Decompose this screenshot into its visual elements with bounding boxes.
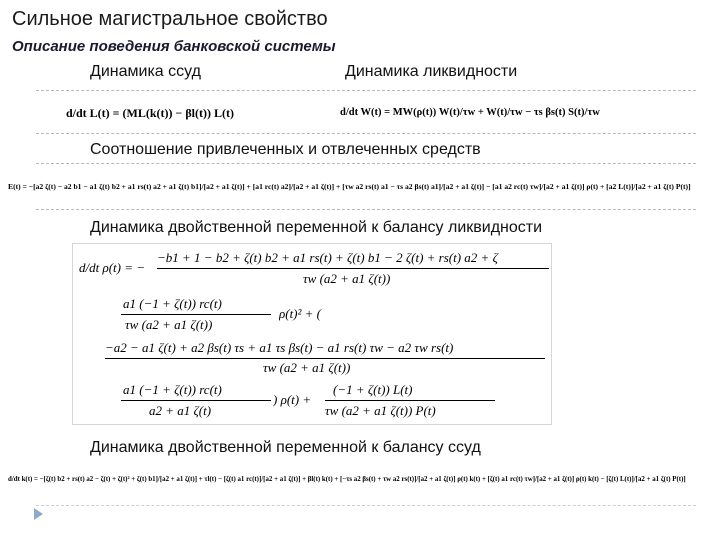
formula-dual-line2-den: τw (a2 + a1 ζ(t))	[125, 317, 213, 332]
formula-dual-line4-mid: ) ρ(t) +	[273, 392, 312, 407]
formula-dual-line3-den: τw (a2 + a1 ζ(t))	[263, 360, 351, 375]
formula-dual-line4-num2: (−1 + ζ(t)) L(t)	[333, 382, 413, 397]
fraction-bar	[121, 314, 271, 315]
formula-dual-line1-num: −b1 + 1 − b2 + ζ(t) b2 + a1 rs(t) + ζ(t) b1 − 2 ζ(t) + rs(t) a2 + ζ	[157, 250, 498, 265]
divider	[36, 209, 696, 210]
dual-liquidity-formula-box	[72, 243, 552, 425]
formula-dual-line4-den1: a2 + a1 ζ(t)	[149, 403, 212, 418]
formula-dual-line2-num: a1 (−1 + ζ(t)) rc(t)	[123, 296, 222, 311]
formula-loans-ode: d/dt L(t) = (ML(k(t)) − βl(t)) L(t)	[66, 106, 234, 120]
formula-dual-lhs: d/dt ρ(t) = −	[79, 260, 146, 275]
nav-arrow-icon[interactable]	[34, 508, 43, 520]
formula-dual-line4-den2: τw (a2 + a1 ζ(t)) P(t)	[325, 403, 436, 418]
formula-dual-line4-num1: a1 (−1 + ζ(t)) rc(t)	[123, 382, 222, 397]
formula-dual-line3: −a2 − a1 ζ(t) + a2 βs(t) τs + a1 τs βs(t) − a1 rs(t) τw − a2 τw rs(t)	[105, 340, 454, 355]
fraction-bar	[157, 268, 549, 269]
section-funds-ratio: Соотношение привлеченных и отвлеченных средств	[90, 141, 481, 158]
formula-dual-line1-den: τw (a2 + a1 ζ(t))	[303, 271, 391, 286]
formula-loans-dual: d/dt k(t) = −[ζ(t) b2 + rs(t) a2 − ζ(t) + ζ(t)² + ζ(t) b1]/[a2 + a1 ζ(t)] + τl(t) − [ζ(t) a1 rc(t)]/[a2 + a1 ζ(t)] + βl(t) k(t) + [−τs a2 βs(t) + τw a2 rs(t)]/[a2 + a1 ζ(t)] ρ(t) k(t) + [ζ(t) a1 rc(t) τw]/[a2 + a1 ζ(t)] ρ(t) k(t) − [ζ(t) L(t)]/[a2 + a1 ζ(t) P(t)]	[8, 476, 686, 483]
section-dual-loans: Динамика двойственной переменной к балансу ссуд	[90, 439, 481, 456]
section-liquidity-dynamics: Динамика ликвидности	[345, 63, 518, 80]
fraction-bar	[325, 400, 495, 401]
divider	[36, 133, 696, 134]
fraction-bar	[105, 358, 545, 359]
slide-subtitle: Описание поведения банковской системы	[12, 38, 336, 55]
section-loans-dynamics: Динамика ссуд	[90, 63, 201, 80]
fraction-bar	[121, 400, 271, 401]
section-dual-liquidity: Динамика двойственной переменной к балансу ликвидности	[90, 219, 543, 236]
formula-liquidity-ode: d/dt W(t) = MW(ρ(t)) W(t)/τw + W(t)/τw − τs βs(t) S(t)/τw	[340, 107, 600, 118]
formula-funds-ratio: E(t) = −[a2 ζ(t) − a2 b1 − a1 ζ(t) b2 + a1 rs(t) a2 + a1 ζ(t) b1]/[a2 + a1 ζ(t)] + [a1 rc(t) a2]/[a2 + a1 ζ(t)] + [τw a2 rs(t) a1 − τs a2 βs(t) a1]/[a2 + a1 ζ(t)] − [a1 a2 rc(t) τw]/[a2 + a1 ζ(t)] ρ(t) + [a2 L(t)]/[a2 + a1 ζ(t) P(t)]	[8, 182, 691, 191]
divider	[36, 163, 696, 164]
divider	[36, 505, 696, 506]
slide-title: Сильное магистральное свойство	[12, 8, 328, 30]
divider	[36, 90, 696, 91]
formula-dual-line2-tail: ρ(t)² + (	[279, 306, 322, 321]
